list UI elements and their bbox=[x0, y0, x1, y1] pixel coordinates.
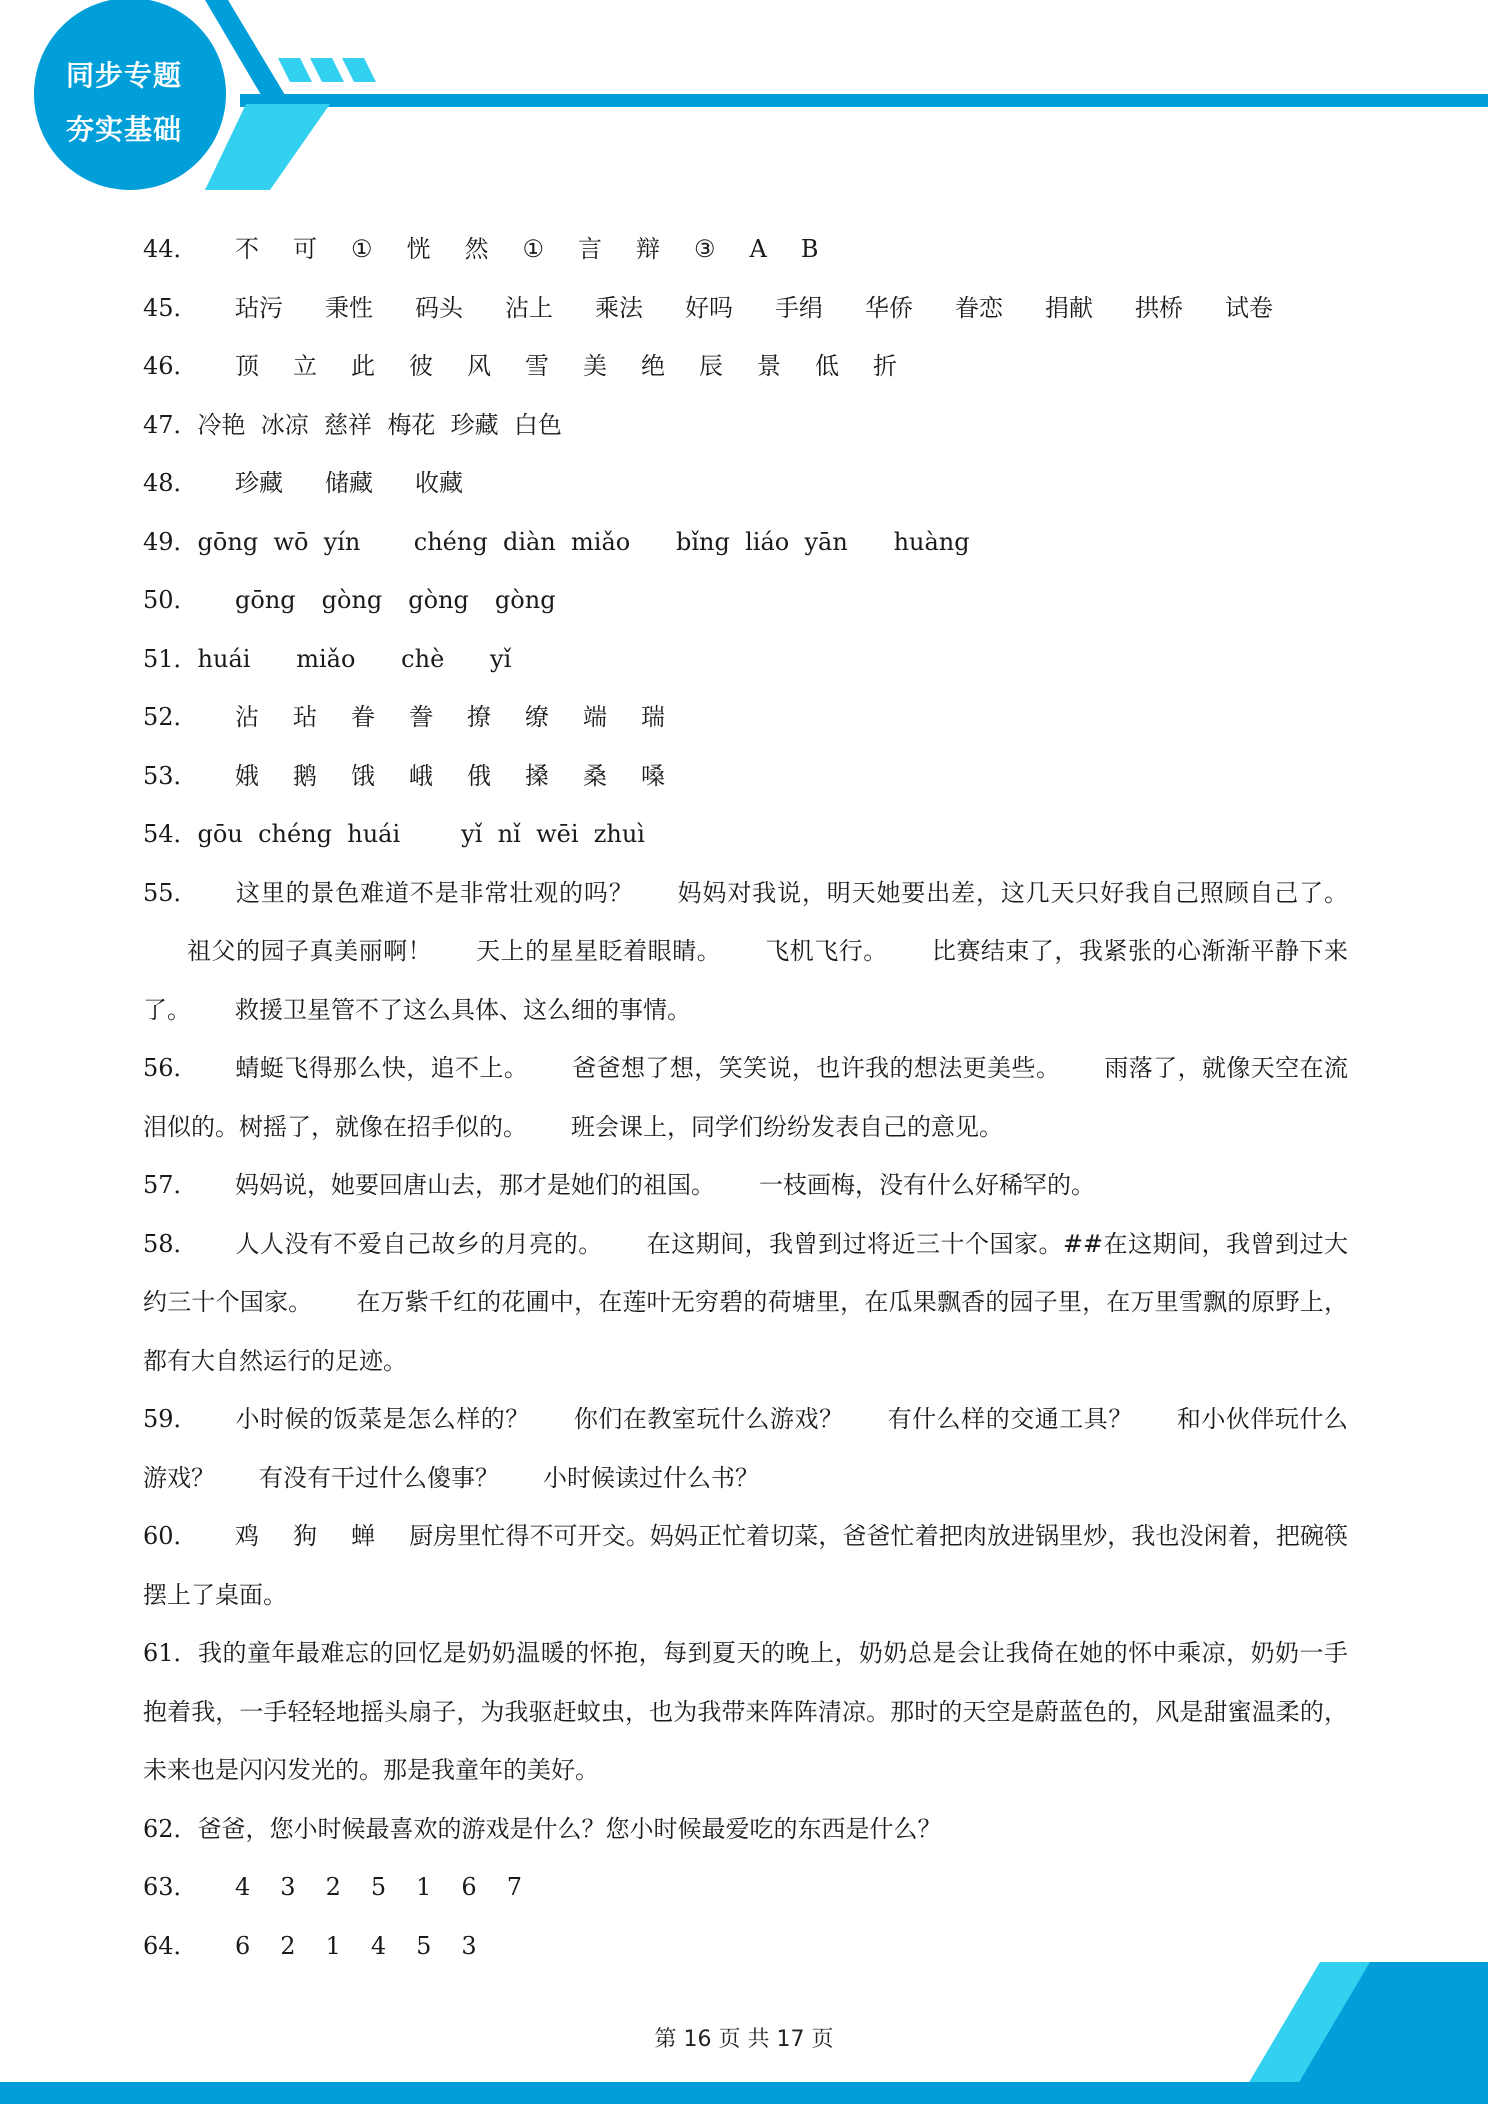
answer-token: 和小伙伴玩什么游戏？ bbox=[143, 1405, 1349, 1492]
answer-token: 7 bbox=[506, 1873, 522, 1901]
answer-token: 小时候的饭菜是怎么样的？ bbox=[235, 1405, 530, 1433]
answer-token: 1 bbox=[325, 1931, 341, 1960]
answer-number: 47． bbox=[143, 410, 198, 439]
header-badge bbox=[34, 0, 226, 190]
answer-token: 桑 bbox=[583, 761, 607, 790]
answer-token: 鸡 bbox=[235, 1522, 259, 1550]
answer-token: 鹅 bbox=[293, 761, 317, 790]
answer-token: 然 bbox=[464, 235, 489, 263]
answer-item bbox=[143, 1390, 1348, 1507]
answer-text: 冷艳 冰凉 慈祥 梅花 珍藏 白色 bbox=[197, 410, 562, 439]
answer-token: 储藏 bbox=[325, 469, 373, 497]
answer-number: 62． bbox=[143, 1814, 198, 1843]
answer-token: 瑞 bbox=[641, 703, 665, 731]
answer-item bbox=[143, 1507, 1348, 1624]
answer-token: 人人没有不爱自己故乡的月亮的。 bbox=[235, 1229, 603, 1258]
answer-item bbox=[143, 454, 1348, 513]
answer-token: 在这期间，我曾到过将近三十个国家。##在这期间，我曾到过大约三十个国家。 bbox=[143, 1229, 1348, 1316]
answer-text: huái miǎo chè yǐ bbox=[197, 644, 512, 673]
answer-number: 59． bbox=[143, 1405, 198, 1433]
answer-text: 爸爸，您小时候最喜欢的游戏是什么？您小时候最爱吃的东西是什么？ bbox=[197, 1814, 942, 1843]
answer-token: gōng bbox=[235, 586, 296, 614]
footer-banner bbox=[0, 1950, 1488, 2104]
answer-token: ① bbox=[522, 235, 545, 263]
answer-token: 5 bbox=[370, 1873, 387, 1901]
answer-token: 言 bbox=[578, 235, 603, 263]
answer-token: 顶 bbox=[235, 352, 259, 380]
answer-number: 45． bbox=[143, 293, 198, 322]
answer-token: 5 bbox=[416, 1931, 432, 1960]
answer-number: 50． bbox=[143, 586, 198, 614]
answer-token: 沾上 bbox=[505, 293, 553, 322]
answer-token: 俄 bbox=[467, 761, 491, 790]
answer-token: 天上的星星眨着眼睛。 bbox=[476, 937, 722, 965]
answer-token: 2 bbox=[325, 1873, 341, 1901]
answer-token: 你们在教室玩什么游戏？ bbox=[573, 1405, 844, 1433]
answer-item bbox=[143, 1858, 1348, 1917]
answer-token: 此 bbox=[351, 352, 375, 380]
answer-number: 64． bbox=[143, 1931, 198, 1960]
answer-token: 码头 bbox=[415, 293, 463, 322]
footer-stripe bbox=[0, 2082, 1488, 2104]
answer-text: 厨房里忙得不可开交。妈妈正忙着切菜，爸爸忙着把肉放进锅里炒，我也没闲着，把碗筷摆上了桌面。 bbox=[143, 1522, 1348, 1609]
answer-number: 61． bbox=[143, 1639, 198, 1667]
answer-token: 景 bbox=[757, 352, 781, 380]
answer-token: 爸爸想了想，笑笑说，也许我的想法更美些。 bbox=[572, 1054, 1061, 1082]
answer-token: 有什么样的交通工具？ bbox=[887, 1405, 1133, 1433]
answer-number: 46． bbox=[143, 352, 198, 380]
answer-number: 53． bbox=[143, 761, 198, 790]
answer-token: 手绢 bbox=[775, 293, 823, 322]
header-stripe bbox=[240, 94, 1488, 107]
answer-item bbox=[143, 1156, 1348, 1215]
answer-token: 嗓 bbox=[641, 761, 665, 790]
answer-token: 飞机飞行。 bbox=[765, 937, 888, 965]
answer-token: 妈妈说，她要回唐山去，那才是她们的祖国。 bbox=[235, 1171, 715, 1199]
answer-text: gōng wō yín chéng diàn miǎo bǐng liáo yān huàng bbox=[197, 527, 970, 556]
answer-token: 收藏 bbox=[415, 469, 463, 497]
answer-number: 58． bbox=[143, 1229, 198, 1258]
header-slash-2 bbox=[310, 58, 344, 82]
answer-item bbox=[143, 279, 1348, 338]
header-slash-1 bbox=[278, 58, 312, 82]
answer-item bbox=[143, 220, 1348, 279]
answer-token: 低 bbox=[815, 352, 839, 380]
answer-item bbox=[143, 571, 1348, 630]
answer-item bbox=[143, 630, 1348, 689]
answer-token: 雪 bbox=[525, 352, 549, 380]
answer-token: 珍藏 bbox=[235, 469, 283, 497]
answer-token: 一枝画梅，没有什么好稀罕的。 bbox=[759, 1171, 1095, 1199]
answer-item bbox=[143, 1039, 1348, 1156]
answer-token: 风 bbox=[467, 352, 491, 380]
badge-title: 同步专题 bbox=[65, 59, 182, 92]
answer-token: 雨落了，就像天空在流泪似的。树摇了，就像在招手似的。 bbox=[143, 1054, 1349, 1141]
answer-token: 彼 bbox=[409, 352, 433, 380]
answer-number: 44． bbox=[143, 235, 198, 263]
answer-token: 蜻蜓飞得那么快，追不上。 bbox=[235, 1054, 529, 1082]
answer-token: 蝉 bbox=[351, 1522, 375, 1550]
answer-token: B bbox=[800, 235, 819, 263]
answer-item bbox=[143, 1215, 1348, 1391]
answer-token: 乘法 bbox=[595, 293, 643, 322]
answer-token: 搡 bbox=[525, 761, 549, 790]
answer-token: 拱桥 bbox=[1135, 293, 1183, 322]
answer-number: 63． bbox=[143, 1873, 198, 1901]
answer-token: 小时候读过什么书？ bbox=[543, 1463, 759, 1492]
page-number: 第 16 页 共 17 页 bbox=[654, 2027, 834, 2052]
answer-token: 饿 bbox=[351, 761, 375, 790]
answer-number: 48． bbox=[143, 469, 198, 497]
answer-item bbox=[143, 513, 1348, 572]
answer-token: 峨 bbox=[409, 761, 433, 790]
answer-token: 娥 bbox=[235, 761, 259, 790]
badge-subtitle: 夯实基础 bbox=[65, 113, 182, 146]
answer-token: 美 bbox=[583, 352, 607, 380]
header-wedge bbox=[205, 104, 330, 190]
answer-text: gōu chéng huái yǐ nǐ wēi zhuì bbox=[197, 820, 645, 848]
answer-token: 2 bbox=[280, 1931, 296, 1960]
answer-token: 这里的景色难道不是非常壮观的吗？ bbox=[235, 878, 634, 907]
header-banner bbox=[0, 0, 1488, 200]
answer-item bbox=[143, 337, 1348, 396]
answer-token: 救援卫星管不了这么具体、这么细的事情。 bbox=[235, 995, 691, 1024]
answer-token: 在万紫千红的花圃中，在莲叶无穷碧的荷塘里，在瓜果飘香的园子里，在万里雪飘的原野上，都有大自然运行的足迹。 bbox=[143, 1288, 1349, 1375]
answer-token: 恍 bbox=[406, 235, 431, 263]
answer-token: 试卷 bbox=[1225, 293, 1273, 322]
answer-token: 好吗 bbox=[685, 293, 733, 322]
answer-token: 妈妈对我说，明天她要出差，这几天只好我自己照顾自己了。 bbox=[677, 878, 1349, 907]
answer-token: A bbox=[749, 235, 767, 263]
answer-token: 秉性 bbox=[325, 293, 373, 322]
answer-token: 捐献 bbox=[1045, 293, 1093, 322]
answer-token: 端 bbox=[583, 703, 607, 731]
answer-token: 狗 bbox=[293, 1522, 317, 1550]
answer-token: 3 bbox=[461, 1931, 477, 1960]
answer-token: 折 bbox=[873, 352, 897, 380]
answer-token: ③ bbox=[694, 235, 716, 263]
answer-token: 可 bbox=[293, 235, 317, 263]
answer-token: 不 bbox=[235, 235, 259, 263]
answer-token: 撩 bbox=[467, 703, 491, 731]
answer-token: 华侨 bbox=[865, 293, 913, 322]
answer-token: ① bbox=[351, 235, 373, 263]
header-slash-3 bbox=[342, 58, 376, 82]
answer-token: 比赛结束了，我紧张的心渐渐平静下来了。 bbox=[143, 937, 1349, 1024]
answer-list bbox=[143, 220, 1348, 1975]
answer-item bbox=[143, 747, 1348, 806]
answer-token: 辩 bbox=[636, 235, 661, 263]
answer-token: 立 bbox=[293, 352, 317, 380]
answer-item bbox=[143, 396, 1348, 455]
answer-token: 绝 bbox=[641, 352, 665, 380]
answer-token: 6 bbox=[235, 1931, 251, 1960]
answer-number: 54． bbox=[143, 820, 198, 848]
answer-item bbox=[143, 805, 1348, 864]
answer-token: 眷 bbox=[351, 703, 375, 731]
answer-item bbox=[143, 1800, 1348, 1859]
answer-text: 我的童年最难忘的回忆是奶奶温暖的怀抱，每到夏天的晚上，奶奶总是会让我倚在她的怀中乘凉，奶奶一手抱着我，一手轻轻地摇头扇子，为我驱赶蚊虫，也为我带来阵阵清凉。那时的天空是蔚蓝色的，风是甜蜜温柔的，未来也是闪闪发光的。那是我童年的美好。 bbox=[143, 1639, 1348, 1784]
answer-token: gòng bbox=[321, 586, 383, 614]
answer-token: gòng bbox=[494, 586, 556, 614]
answer-token: 誊 bbox=[409, 703, 433, 731]
answer-token: 玷污 bbox=[235, 293, 283, 322]
answer-token: 有没有干过什么傻事？ bbox=[259, 1463, 499, 1492]
answer-token: 6 bbox=[461, 1873, 477, 1901]
answer-number: 56． bbox=[143, 1054, 198, 1082]
answer-token: 沾 bbox=[235, 703, 259, 731]
answer-number: 60． bbox=[143, 1522, 198, 1550]
answer-number: 49． bbox=[143, 527, 198, 556]
answer-token: 4 bbox=[235, 1873, 251, 1901]
answer-number: 51． bbox=[143, 644, 198, 673]
answer-token: 班会课上，同学们纷纷发表自己的意见。 bbox=[571, 1112, 1003, 1141]
answer-token: 1 bbox=[416, 1873, 432, 1901]
answer-token: 玷 bbox=[293, 703, 317, 731]
answer-token: 辰 bbox=[699, 352, 723, 380]
answer-token: 眷恋 bbox=[955, 293, 1003, 322]
answer-token: 祖父的园子真美丽啊！ bbox=[187, 937, 433, 965]
answer-number: 52． bbox=[143, 703, 198, 731]
answer-number: 55． bbox=[143, 878, 198, 907]
answer-token: 4 bbox=[370, 1931, 387, 1960]
answer-number: 57． bbox=[143, 1171, 198, 1199]
answer-item bbox=[143, 864, 1348, 1040]
answer-item bbox=[143, 688, 1348, 747]
answer-token: 3 bbox=[280, 1873, 296, 1901]
answer-item bbox=[143, 1624, 1348, 1800]
answer-token: 缭 bbox=[525, 703, 549, 731]
answer-token: gòng bbox=[408, 586, 469, 614]
